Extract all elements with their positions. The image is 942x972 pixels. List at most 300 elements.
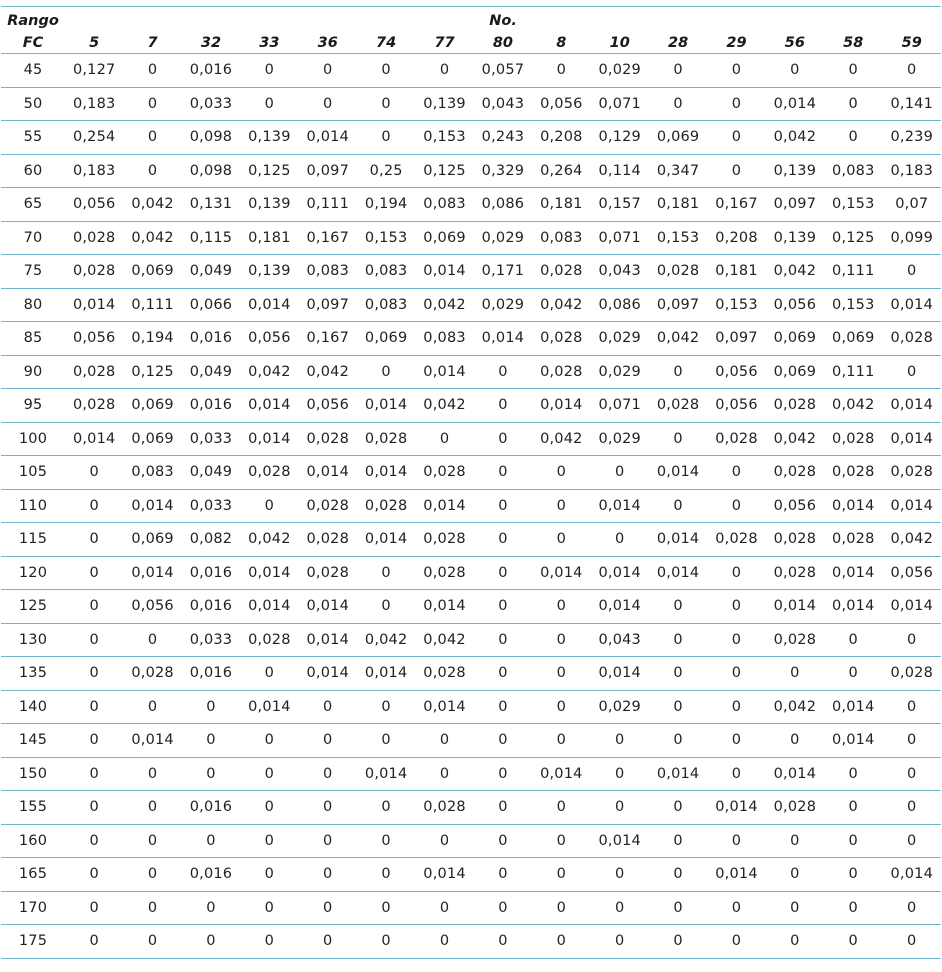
table-cell: 0: [824, 757, 882, 791]
table-cell: 0,127: [65, 54, 123, 88]
table-cell: 0,139: [766, 221, 824, 255]
table-cell: 0: [474, 757, 532, 791]
table-cell: 0: [882, 891, 941, 925]
row-label: 60: [1, 154, 65, 188]
table-cell: 0: [649, 690, 707, 724]
table-cell: 0,014: [299, 623, 357, 657]
table-cell: 0: [532, 623, 590, 657]
table-cell: 0: [649, 54, 707, 88]
table-cell: 0: [415, 891, 473, 925]
table-cell: 0,25: [357, 154, 415, 188]
table-cell: 0,028: [649, 389, 707, 423]
table-cell: 0: [65, 657, 123, 691]
table-cell: 0,014: [649, 757, 707, 791]
table-cell: 0,115: [182, 221, 240, 255]
table-cell: 0,014: [357, 757, 415, 791]
table-cell: 0,028: [882, 456, 941, 490]
table-row: [1, 87, 941, 121]
table-cell: 0,014: [532, 757, 590, 791]
table-row: [1, 891, 941, 925]
table-cell: 0,139: [766, 154, 824, 188]
table-cell: 0,029: [474, 288, 532, 322]
row-label: 65: [1, 188, 65, 222]
table-cell: 0: [299, 858, 357, 892]
row-label: 120: [1, 556, 65, 590]
table-cell: 0: [824, 54, 882, 88]
table-cell: 0,014: [240, 422, 298, 456]
table-cell: 0,125: [240, 154, 298, 188]
table-cell: 0: [357, 791, 415, 825]
table-cell: 0,056: [766, 288, 824, 322]
table-cell: 0,028: [882, 657, 941, 691]
table-cell: 0,028: [824, 523, 882, 557]
table-cell: 0: [299, 757, 357, 791]
table-cell: 0,057: [474, 54, 532, 88]
table-cell: 0,014: [357, 523, 415, 557]
table-cell: 0,014: [882, 489, 941, 523]
table-cell: 0: [707, 121, 765, 155]
table-cell: 0: [532, 456, 590, 490]
table-cell: 0: [766, 724, 824, 758]
table-cell: 0: [182, 757, 240, 791]
table-cell: 0,056: [65, 188, 123, 222]
table-cell: 0,042: [123, 221, 181, 255]
table-cell: 0: [65, 456, 123, 490]
column-header: 10: [609, 35, 630, 51]
table-cell: 0: [707, 891, 765, 925]
table-cell: 0: [532, 523, 590, 557]
table-cell: 0: [474, 891, 532, 925]
column-header: 59: [901, 35, 922, 51]
table-cell: 0,014: [415, 355, 473, 389]
table-cell: 0,014: [65, 422, 123, 456]
table-cell: 0: [824, 891, 882, 925]
table-row: [1, 355, 941, 389]
table-cell: 0: [824, 791, 882, 825]
table-cell: 0: [357, 925, 415, 959]
table-cell: 0,043: [591, 255, 649, 289]
table-cell: 0: [65, 724, 123, 758]
table-cell: 0,171: [474, 255, 532, 289]
table-cell: 0,129: [591, 121, 649, 155]
table-cell: 0: [65, 489, 123, 523]
table-cell: 0,028: [299, 489, 357, 523]
table-row: [1, 523, 941, 557]
table-cell: 0,014: [357, 389, 415, 423]
row-label: 135: [1, 657, 65, 691]
table-cell: 0: [649, 925, 707, 959]
table-cell: 0,254: [65, 121, 123, 155]
table-cell: 0,014: [882, 422, 941, 456]
table-cell: 0,014: [240, 288, 298, 322]
table-cell: 0,028: [65, 389, 123, 423]
table-cell: 0,098: [182, 154, 240, 188]
column-header: 74: [376, 35, 397, 51]
table-cell: 0,042: [299, 355, 357, 389]
table-cell: 0: [649, 489, 707, 523]
table-cell: 0: [591, 891, 649, 925]
table-cell: 0: [532, 54, 590, 88]
table-cell: 0,097: [649, 288, 707, 322]
table-cell: 0,042: [532, 288, 590, 322]
table-cell: 0: [649, 824, 707, 858]
table-cell: 0: [882, 255, 941, 289]
table-cell: 0,153: [824, 288, 882, 322]
table-cell: 0: [123, 690, 181, 724]
table-cell: 0: [532, 791, 590, 825]
table-cell: 0: [824, 623, 882, 657]
table-cell: 0: [357, 858, 415, 892]
table-cell: 0: [707, 87, 765, 121]
table-cell: 0: [591, 523, 649, 557]
table-cell: 0,014: [591, 556, 649, 590]
table-cell: 0: [707, 54, 765, 88]
table-cell: 0,014: [649, 556, 707, 590]
table-row: [1, 791, 941, 825]
table-cell: 0,125: [123, 355, 181, 389]
table-row: [1, 389, 941, 423]
table-cell: 0: [766, 657, 824, 691]
table-cell: 0,056: [65, 322, 123, 356]
table-cell: 0,131: [182, 188, 240, 222]
table-cell: 0,028: [415, 456, 473, 490]
table-cell: 0: [299, 891, 357, 925]
table-cell: 0: [591, 456, 649, 490]
table-cell: 0: [123, 54, 181, 88]
table-cell: 0: [357, 690, 415, 724]
column-header: 33: [259, 35, 280, 51]
table-cell: 0: [65, 556, 123, 590]
table-cell: 0,029: [591, 422, 649, 456]
table-cell: 0: [707, 657, 765, 691]
table-cell: 0,029: [474, 221, 532, 255]
row-label: 170: [1, 891, 65, 925]
table-cell: 0: [707, 690, 765, 724]
table-cell: 0: [532, 925, 590, 959]
table-cell: 0,029: [591, 54, 649, 88]
column-header: 29: [726, 35, 747, 51]
table-cell: 0,083: [357, 288, 415, 322]
table-cell: 0: [123, 623, 181, 657]
table-cell: 0,028: [824, 456, 882, 490]
row-label: 50: [1, 87, 65, 121]
table-cell: 0,056: [707, 389, 765, 423]
table-cell: 0,028: [65, 355, 123, 389]
table-cell: 0,028: [532, 255, 590, 289]
table-cell: 0: [824, 824, 882, 858]
table-cell: 0,139: [240, 121, 298, 155]
table-cell: 0,056: [532, 87, 590, 121]
table-cell: 0,056: [766, 489, 824, 523]
table-cell: 0,014: [299, 657, 357, 691]
table-row: [1, 657, 941, 691]
table-cell: 0,071: [591, 87, 649, 121]
table-cell: 0,014: [707, 858, 765, 892]
table-row: [1, 590, 941, 624]
table-cell: 0: [882, 690, 941, 724]
table-cell: 0,153: [649, 221, 707, 255]
table-row: [1, 757, 941, 791]
row-label: 165: [1, 858, 65, 892]
table-cell: 0,014: [415, 255, 473, 289]
table-cell: 0,042: [123, 188, 181, 222]
table-cell: 0: [123, 824, 181, 858]
table-cell: 0,243: [474, 121, 532, 155]
table-cell: 0,033: [182, 623, 240, 657]
table-cell: 0: [299, 54, 357, 88]
table-cell: 0,014: [65, 288, 123, 322]
table-cell: 0,016: [182, 322, 240, 356]
table-cell: 0,016: [182, 556, 240, 590]
table-cell: 0,181: [532, 188, 590, 222]
table-cell: 0,082: [182, 523, 240, 557]
table-cell: 0,029: [591, 322, 649, 356]
table-cell: 0,098: [182, 121, 240, 155]
table-cell: 0: [240, 791, 298, 825]
table-cell: 0,069: [766, 355, 824, 389]
table-cell: 0,083: [532, 221, 590, 255]
table-cell: 0: [65, 690, 123, 724]
table-cell: 0: [766, 858, 824, 892]
table-cell: 0,194: [123, 322, 181, 356]
table-cell: 0,014: [882, 288, 941, 322]
table-cell: 0,239: [882, 121, 941, 155]
column-header: 56: [784, 35, 805, 51]
table-cell: 0: [707, 724, 765, 758]
table-cell: 0: [299, 690, 357, 724]
table-cell: 0: [240, 54, 298, 88]
table-cell: 0: [474, 556, 532, 590]
table-cell: 0: [240, 757, 298, 791]
table-cell: 0: [182, 824, 240, 858]
table-cell: 0,014: [532, 389, 590, 423]
table-cell: 0,028: [65, 221, 123, 255]
table-cell: 0: [707, 925, 765, 959]
row-label: 85: [1, 322, 65, 356]
table-cell: 0,049: [182, 255, 240, 289]
table-cell: 0,049: [182, 355, 240, 389]
table-cell: 0,069: [766, 322, 824, 356]
table-cell: 0: [65, 523, 123, 557]
table-cell: 0: [299, 791, 357, 825]
table-cell: 0: [182, 690, 240, 724]
table-cell: 0,056: [240, 322, 298, 356]
table-cell: 0,014: [123, 489, 181, 523]
table-cell: 0: [707, 824, 765, 858]
table-body: [1, 54, 941, 959]
table-cell: 0,028: [357, 489, 415, 523]
table-cell: 0,028: [707, 523, 765, 557]
table-cell: 0,208: [707, 221, 765, 255]
table-cell: 0,183: [65, 87, 123, 121]
table-cell: 0: [357, 556, 415, 590]
table-cell: 0,014: [123, 556, 181, 590]
table-row: [1, 221, 941, 255]
table-cell: 0: [649, 355, 707, 389]
table-cell: 0,014: [766, 87, 824, 121]
table-cell: 0,042: [824, 389, 882, 423]
table-cell: 0: [532, 690, 590, 724]
table-cell: 0,157: [591, 188, 649, 222]
table-cell: 0: [415, 724, 473, 758]
table-cell: 0: [824, 121, 882, 155]
table-cell: 0: [649, 590, 707, 624]
table-cell: 0,264: [532, 154, 590, 188]
table-cell: 0,028: [766, 389, 824, 423]
table-cell: 0: [357, 590, 415, 624]
table-cell: 0: [532, 657, 590, 691]
table-cell: 0: [649, 724, 707, 758]
table-cell: 0: [591, 757, 649, 791]
row-label: 95: [1, 389, 65, 423]
table-cell: 0,014: [649, 456, 707, 490]
table-cell: 0,056: [299, 389, 357, 423]
table-cell: 0: [649, 657, 707, 691]
row-label: 140: [1, 690, 65, 724]
row-label: 175: [1, 925, 65, 959]
table-cell: 0,139: [240, 255, 298, 289]
table-cell: 0: [415, 757, 473, 791]
table-cell: 0,028: [707, 422, 765, 456]
table-cell: 0,069: [649, 121, 707, 155]
row-label: 105: [1, 456, 65, 490]
header-row-1: [1, 7, 941, 30]
table-cell: 0: [882, 791, 941, 825]
table-row: [1, 456, 941, 490]
table-cell: 0: [299, 925, 357, 959]
table-cell: 0,014: [766, 757, 824, 791]
table-cell: 0: [357, 724, 415, 758]
table-cell: 0,014: [591, 657, 649, 691]
table-cell: 0: [882, 757, 941, 791]
table-cell: 0,139: [240, 188, 298, 222]
table-cell: 0: [649, 891, 707, 925]
table-cell: 0,014: [299, 590, 357, 624]
table-cell: 0: [649, 87, 707, 121]
row-label: 70: [1, 221, 65, 255]
table-cell: 0,069: [123, 523, 181, 557]
table-cell: 0: [474, 657, 532, 691]
table-cell: 0,099: [882, 221, 941, 255]
table-cell: 0: [415, 925, 473, 959]
table-cell: 0,056: [707, 355, 765, 389]
table-cell: 0,069: [357, 322, 415, 356]
table-cell: 0,028: [766, 456, 824, 490]
table-cell: 0,153: [707, 288, 765, 322]
table-cell: 0: [65, 858, 123, 892]
table-cell: 0: [474, 456, 532, 490]
table-cell: 0,071: [591, 221, 649, 255]
table-cell: 0,028: [766, 791, 824, 825]
table-cell: 0,069: [123, 255, 181, 289]
table-cell: 0: [824, 925, 882, 959]
table-cell: 0,042: [766, 422, 824, 456]
row-label: 115: [1, 523, 65, 557]
table-cell: 0: [474, 590, 532, 624]
table-cell: 0: [882, 824, 941, 858]
table-cell: 0: [240, 824, 298, 858]
table-cell: 0,028: [882, 322, 941, 356]
table-cell: 0: [65, 623, 123, 657]
table-cell: 0: [474, 523, 532, 557]
table-cell: 0,069: [824, 322, 882, 356]
table-cell: 0,111: [123, 288, 181, 322]
table-cell: 0,043: [474, 87, 532, 121]
row-label: 150: [1, 757, 65, 791]
table-cell: 0,153: [357, 221, 415, 255]
table-cell: 0,014: [415, 858, 473, 892]
table-cell: 0: [474, 389, 532, 423]
table-cell: 0,014: [824, 590, 882, 624]
table-cell: 0: [65, 791, 123, 825]
table-cell: 0,111: [824, 255, 882, 289]
table-cell: 0,139: [415, 87, 473, 121]
column-header: 80: [492, 35, 514, 51]
table-cell: 0: [532, 858, 590, 892]
table-cell: 0: [474, 791, 532, 825]
table-cell: 0: [357, 121, 415, 155]
table-cell: 0,141: [882, 87, 941, 121]
table-cell: 0,125: [415, 154, 473, 188]
table-cell: 0,097: [766, 188, 824, 222]
table-cell: 0,042: [766, 121, 824, 155]
column-header: 7: [147, 35, 158, 51]
table-cell: 0,153: [824, 188, 882, 222]
table-cell: 0,028: [824, 422, 882, 456]
row-label: 75: [1, 255, 65, 289]
table-cell: 0,042: [532, 422, 590, 456]
table-cell: 0: [591, 791, 649, 825]
table-cell: 0: [65, 590, 123, 624]
table-cell: 0,111: [824, 355, 882, 389]
table-cell: 0,056: [123, 590, 181, 624]
table-cell: 0: [707, 489, 765, 523]
table-cell: 0,083: [824, 154, 882, 188]
table-cell: 0,028: [240, 456, 298, 490]
table-cell: 0: [123, 925, 181, 959]
table-cell: 0: [649, 858, 707, 892]
row-label: 130: [1, 623, 65, 657]
table-cell: 0,069: [123, 422, 181, 456]
table-cell: 0,016: [182, 657, 240, 691]
header-row-2: [1, 29, 941, 54]
table-cell: 0,014: [240, 556, 298, 590]
table-cell: 0,097: [299, 288, 357, 322]
table-row: [1, 54, 941, 88]
table-cell: 0,014: [240, 389, 298, 423]
stub-header-line2: FC: [22, 35, 44, 51]
table-cell: 0: [707, 757, 765, 791]
table-cell: 0,028: [299, 523, 357, 557]
table-cell: 0,066: [182, 288, 240, 322]
table-cell: 0,083: [415, 322, 473, 356]
table-cell: 0: [649, 791, 707, 825]
table-cell: 0,083: [299, 255, 357, 289]
table-cell: 0,014: [474, 322, 532, 356]
table-cell: 0: [357, 891, 415, 925]
table-cell: 0: [123, 858, 181, 892]
table-cell: 0,014: [357, 657, 415, 691]
table-cell: 0: [532, 590, 590, 624]
table-cell: 0: [474, 690, 532, 724]
table-cell: 0: [707, 590, 765, 624]
table-cell: 0: [474, 824, 532, 858]
column-header: 5: [89, 35, 100, 51]
table-cell: 0: [357, 824, 415, 858]
table-cell: 0,097: [299, 154, 357, 188]
table-cell: 0: [882, 355, 941, 389]
table-cell: 0,028: [532, 355, 590, 389]
